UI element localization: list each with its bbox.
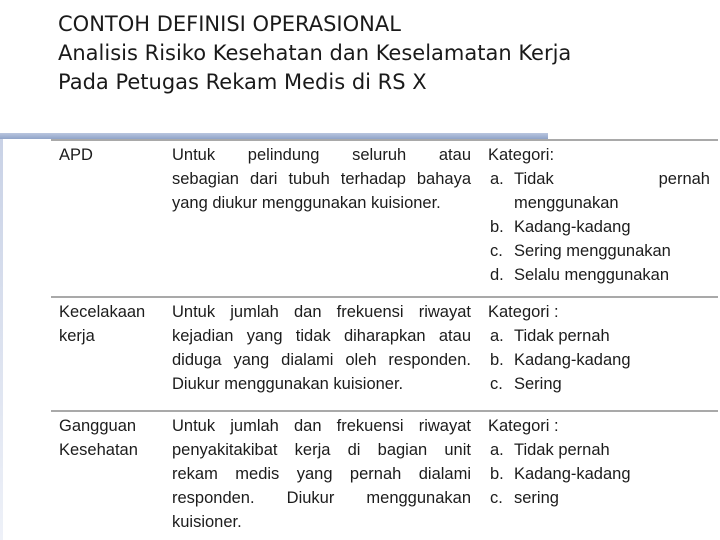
category-cell xyxy=(488,298,710,396)
title-line-3: Pada Petugas Rekam Medis di RS X xyxy=(58,70,427,94)
table-row xyxy=(51,298,718,412)
slide-title xyxy=(58,10,698,97)
variable-name: kerja xyxy=(59,327,95,345)
variable-cell xyxy=(59,412,164,462)
category-option xyxy=(488,486,710,510)
option-marker: a. xyxy=(490,327,504,345)
option-marker: a. xyxy=(490,441,504,459)
variable-cell xyxy=(59,298,164,348)
definition-line: sebagian dari tubuh terhadap bahaya xyxy=(172,170,471,188)
definition-line: diduga yang dialami oleh responden. xyxy=(172,351,471,369)
option-text: Kadang-kadang xyxy=(514,218,631,236)
option-marker: d. xyxy=(490,266,504,284)
table-row xyxy=(51,412,718,537)
definition-line: Untuk jumlah dan frekuensi riwayat xyxy=(172,303,471,321)
option-text: Selalu menggunakan xyxy=(514,266,670,284)
category-option-continuation xyxy=(488,191,710,215)
category-heading: Kategori : xyxy=(488,417,559,435)
option-text-part: pernah xyxy=(658,170,710,188)
variable-name: APD xyxy=(59,146,93,164)
variable-name: Kesehatan xyxy=(59,441,138,459)
category-cell xyxy=(488,412,710,510)
definition-line: kejadian yang tidak diharapkan atau xyxy=(172,327,471,345)
definition-line: rekam medis yang pernah dialami xyxy=(172,465,471,483)
option-text: Kadang-kadang xyxy=(514,465,631,483)
category-option xyxy=(488,348,710,372)
variable-cell xyxy=(59,141,164,167)
option-marker: b. xyxy=(490,465,504,483)
category-option xyxy=(488,263,710,287)
option-text: Tidak pernah xyxy=(514,441,610,459)
category-cell xyxy=(488,141,710,287)
option-text xyxy=(514,167,710,191)
variable-name: Kecelakaan xyxy=(59,303,146,321)
category-option xyxy=(488,372,710,396)
option-marker: b. xyxy=(490,218,504,236)
title-line-1: CONTOH DEFINISI OPERASIONAL xyxy=(58,12,401,36)
category-heading: Kategori: xyxy=(488,146,555,164)
option-marker: c. xyxy=(490,489,503,507)
option-marker: b. xyxy=(490,351,504,369)
definition-line: Diukur menggunakan kuisioner. xyxy=(172,375,404,393)
option-marker: c. xyxy=(490,242,503,260)
definition-line: penyakitakibat kerja di bagian unit xyxy=(172,441,471,459)
definition-line: Untuk jumlah dan frekuensi riwayat xyxy=(172,417,471,435)
title-line-2: Analisis Risiko Kesehatan dan Keselamatan Kerja xyxy=(58,41,572,65)
category-option xyxy=(488,462,710,486)
definition-cell xyxy=(172,298,471,396)
category-option xyxy=(488,239,710,263)
option-text: menggunakan xyxy=(514,194,619,212)
definition-line: kuisioner. xyxy=(172,513,242,531)
option-marker: a. xyxy=(490,170,504,188)
definition-table xyxy=(51,139,718,537)
category-option xyxy=(488,167,710,191)
option-text: Tidak pernah xyxy=(514,327,610,345)
table-row xyxy=(51,139,718,298)
option-text: Kadang-kadang xyxy=(514,351,631,369)
option-text: Sering xyxy=(514,375,562,393)
option-text: sering xyxy=(514,489,559,507)
category-heading: Kategori : xyxy=(488,303,559,321)
option-marker: c. xyxy=(490,375,503,393)
category-option xyxy=(488,215,710,239)
option-text-part: Tidak xyxy=(514,170,554,188)
definition-line: Untuk pelindung seluruh atau xyxy=(172,146,471,164)
definition-line: yang diukur menggunakan kuisioner. xyxy=(172,194,441,212)
definition-line: responden. Diukur menggunakan xyxy=(172,489,471,507)
variable-name: Gangguan xyxy=(59,417,137,435)
option-text: Sering menggunakan xyxy=(514,242,671,260)
category-option xyxy=(488,324,710,348)
accent-side-bar xyxy=(0,139,3,540)
definition-cell xyxy=(172,141,471,215)
definition-cell xyxy=(172,412,471,534)
category-option xyxy=(488,438,710,462)
